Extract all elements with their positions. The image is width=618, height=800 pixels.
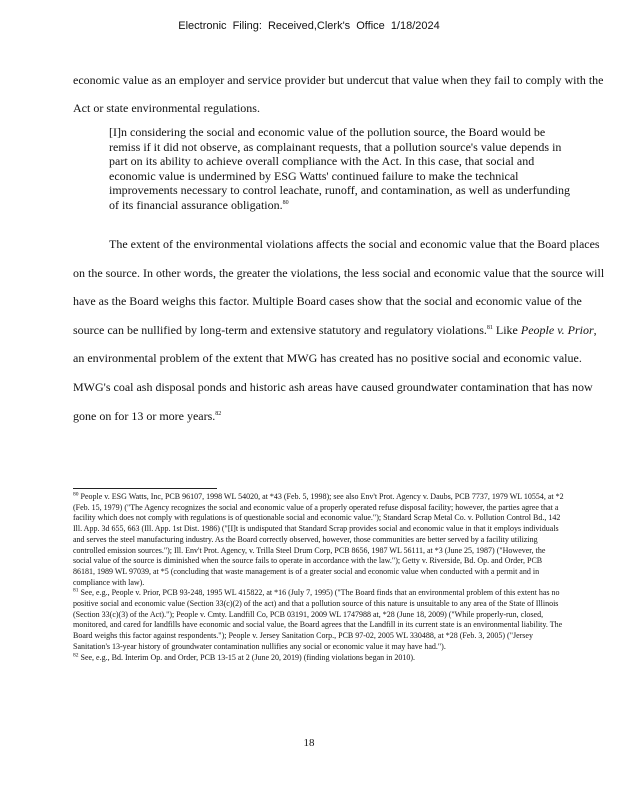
paragraph-continuation: economic value as an employer and service provider but undercut that value when they fail to comply with the Act or state environmental regulations. [73, 73, 604, 115]
paragraph-2-text-a: The extent of the environmental violations affects the social and economic value that the Board places on the source. In other words, the greater the violations, the less social and economic value that the source will have as the Board weighs this factor. Multiple Board cases show that the social and economic value of the source can be nullified by long-term and extensive statutory and regulatory violations. [73, 237, 605, 337]
paragraph-2-like: Like [492, 322, 521, 337]
filing-header: Electronic Filing: Received,Clerk's Office 1/18/2024 [178, 20, 440, 32]
footnote-80 [73, 492, 565, 588]
footnote-ref-80: 80 [282, 199, 289, 206]
footnote-text: See, e.g., Bd. Interim Op. and Order, PCB 13-15 at 2 (June 20, 2019) (finding violations began in 2010). [80, 652, 416, 662]
case-name-people-v-prior: People v. Prior [520, 322, 594, 337]
footnote-text: See, e.g., People v. Prior, PCB 93-248, 1995 WL 415822, at *16 (July 7, 1995) ("The Board finds that an environmental problem of this extent has no positive social and economic value (Section 33(c)(2) of the act) and that a pollution source of this nature is unsuitable to any area of the State of Illinois (Section 33(c)(3) of the Act)."); People v. Cmty. Landfill Co, PCB 03191, 2009 WL 1747988 at, *28 (June 18, 2009) ("While properly-run, closed, monitored, and cared for landfills have economic and social value, the Board agrees that the Landfill in its current state is an environmental liability. The Board weighs this factor against respondents."); People v. Jersey Sanitation Corp., PCB 97-02, 2005 WL 330488, at *28 (Feb. 3, 2005) ("Jersey Sanitation's 13-year history of groundwater contamination nullifies any social or economic value it may have had."). [73, 588, 563, 651]
footnote-text: People v. ESG Watts, Inc, PCB 96107, 1998 WL 54020, at *43 (Feb. 5, 1998); see also Env't Prot. Agency v. Daubs, PCB 7737, 1979 WL 10554, at *2 (Feb. 15, 1979) ("The Agency recognizes the social and economic value of a properly operated refuse disposal facility; however, the parties agree that a facility which does not comply with regulations is of questionable social and economic value."); Standard Scrap Metal Co. v. Pollution Control Bd., 142 Ill. App. 3d 655, 663 (Ill. App. 1st Dist. 1986) ("[I]t is undisputed that Standard Scrap provides social and economic value in that it employs individuals and serves the steel manufacturing industry. As the Board correctly observed, however, those communities are better served by a facility utilizing controlled emission sources."); Ill. Env't Prot. Agency, v. Trilla Steel Drum Corp, PCB 8656, 1987 WL 56111, at *3 (June 25, 1987) ("However, the social value of the source is diminished when the source fails to operate in accordance with the law."); Getty v. Riverside, Bd. Op. and Order, PCB 86181, 1989 WL 97039, at *5 (concluding that waste management is of a greater social and economic value when conducted with a permit and in compliance with law). [73, 492, 564, 587]
block-quote-text: [I]n considering the social and economic value of the pollution source, the Board would be remiss if it did not observe, as complainant requests, that a pollution source's value depends in part on its ability to achieve overall compliance with the Act. In this case, that social and economic value is undermined by ESG Watts' continued failure to make the technical improvements necessary to control leachate, runoff, and contamination, as well as underfunding of its financial assurance obligation. [109, 125, 570, 212]
footnote-separator [73, 488, 217, 489]
footnote-ref-82: 82 [215, 410, 222, 417]
footnotes [73, 492, 565, 663]
paragraph-2-text-b: , an environmental problem of the extent that MWG has created has no positive social and economic value. MWG's coal ash disposal ponds and historic ash areas have caused groundwater contamination that has now gone on for 13 or more years. [73, 322, 597, 423]
footnote-number: 81 [73, 587, 79, 594]
footnote-number: 82 [73, 651, 79, 658]
footnote-ref-81: 81 [486, 324, 493, 331]
footnote-82 [73, 653, 565, 664]
page-number: 18 [303, 737, 315, 749]
paragraph-environmental-violations [73, 230, 606, 430]
footnote-number: 80 [73, 491, 79, 498]
footnote-81 [73, 588, 565, 652]
block-quote [109, 125, 571, 212]
